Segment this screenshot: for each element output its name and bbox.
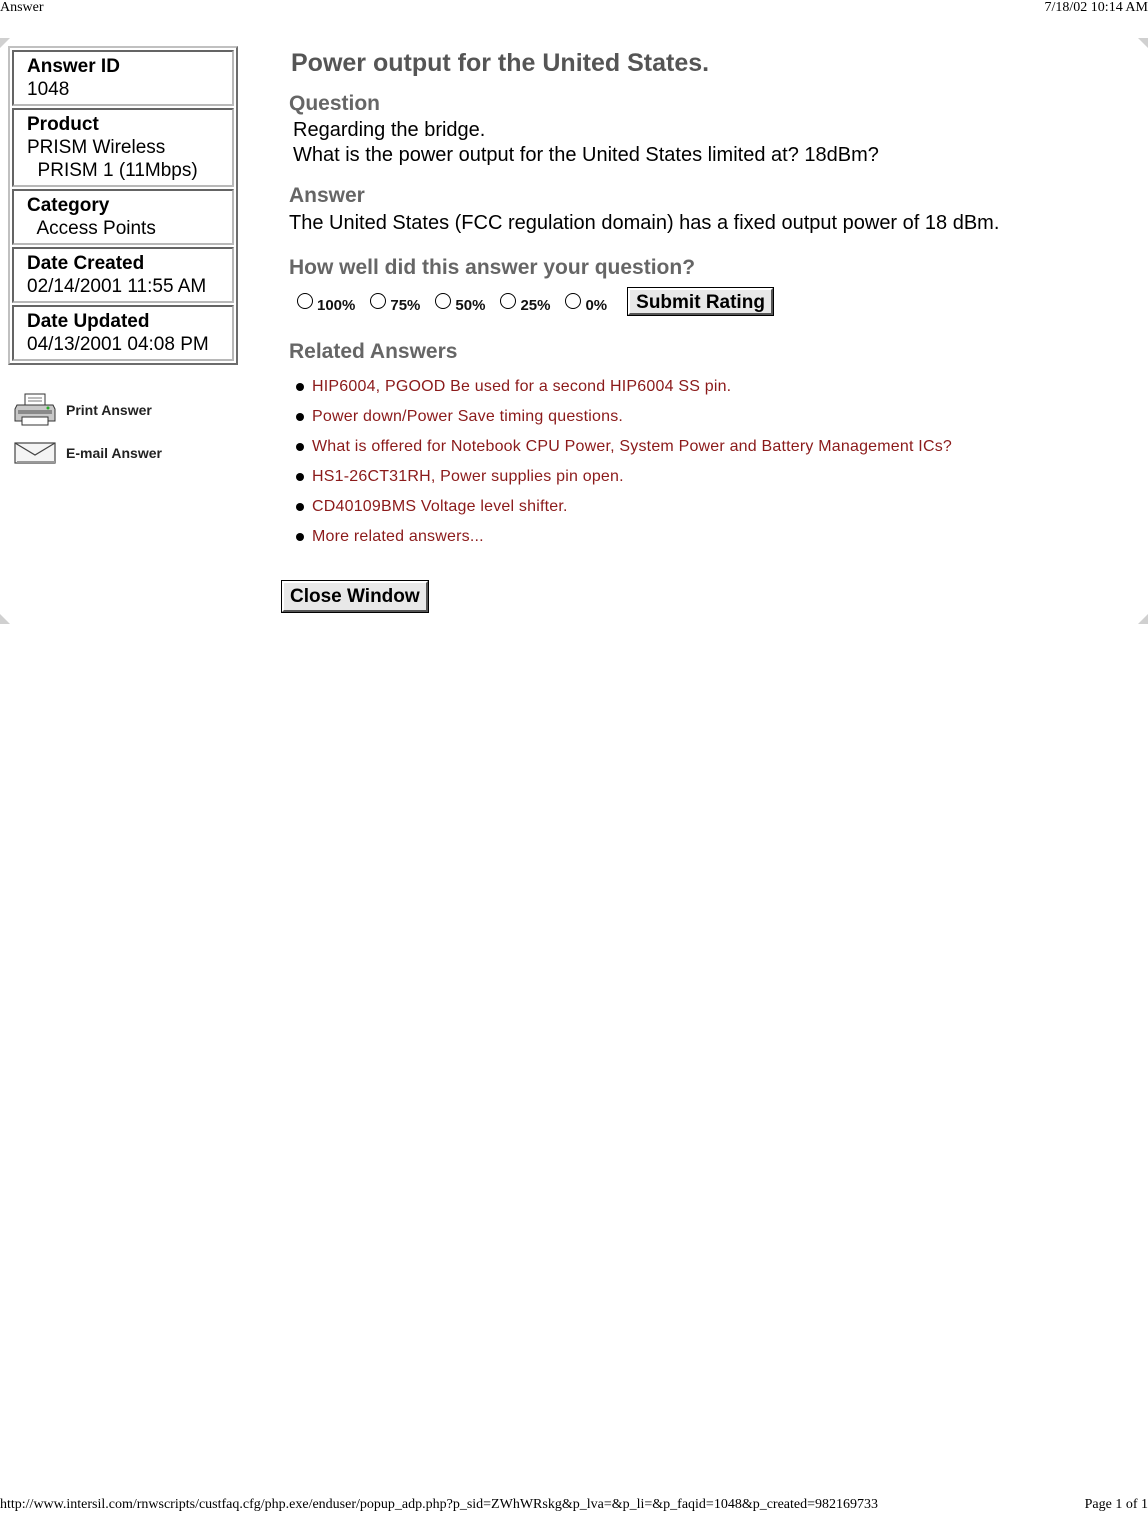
rating-option-100[interactable] xyxy=(289,293,356,314)
radio-75[interactable] xyxy=(370,293,386,309)
related-answer-link[interactable]: CD40109BMS Voltage level shifter. xyxy=(312,498,568,515)
info-value: Access Points xyxy=(27,218,156,239)
radio-25[interactable] xyxy=(500,293,516,309)
email-answer-label[interactable]: E-mail Answer xyxy=(66,445,162,461)
info-label: Date Updated xyxy=(27,311,150,332)
print-header-datetime: 7/18/02 10:14 AM xyxy=(1044,0,1148,15)
question-line-1: Regarding the bridge. xyxy=(293,119,486,141)
bullet-icon xyxy=(296,473,304,481)
print-footer-url: http://www.intersil.com/rnwscripts/custfaq.cfg/php.exe/enduser/popup_adp.php?p_sid=ZWhWRskg&p_lva=&p_li=&p_faqid=1048&p_created=982169733 xyxy=(0,1497,879,1512)
list-item xyxy=(289,402,1129,432)
related-answers-list xyxy=(289,372,1129,552)
info-value: 04/13/2001 04:08 PM xyxy=(27,334,209,355)
answer-text: The United States (FCC regulation domain) has a fixed output power of 18 dBm. xyxy=(289,212,1000,234)
close-window-button[interactable]: Close Window xyxy=(282,581,428,612)
list-item xyxy=(289,522,1129,552)
rating-option-label: 75% xyxy=(390,296,421,314)
page-corner-bottom-left xyxy=(0,614,10,624)
bullet-icon xyxy=(296,413,304,421)
print-footer xyxy=(0,1497,1148,1515)
rating-option-label: 50% xyxy=(455,296,486,314)
question-heading: Question xyxy=(289,92,381,115)
info-label: Answer ID xyxy=(27,56,120,77)
bullet-icon xyxy=(296,503,304,511)
related-answer-link[interactable]: HIP6004, PGOOD Be used for a second HIP6004 SS pin. xyxy=(312,378,732,395)
submit-rating-button[interactable]: Submit Rating xyxy=(628,288,773,315)
print-answer-link[interactable] xyxy=(14,395,152,425)
related-answers-heading: Related Answers xyxy=(289,340,458,363)
info-value: 02/14/2001 11:55 AM xyxy=(27,276,207,297)
page-title: Power output for the United States. xyxy=(291,49,710,77)
print-header xyxy=(0,0,1148,18)
radio-0[interactable] xyxy=(565,293,581,309)
answer-info-table xyxy=(8,46,238,365)
envelope-icon[interactable] xyxy=(14,442,56,464)
rating-option-0[interactable] xyxy=(557,293,608,314)
info-label: Date Created xyxy=(27,253,145,274)
page-corner-bottom-right xyxy=(1138,614,1148,624)
email-answer-link[interactable] xyxy=(14,438,162,468)
product-cell xyxy=(12,108,234,187)
more-related-answers-link[interactable]: More related answers... xyxy=(312,528,484,545)
rating-option-label: 25% xyxy=(520,296,551,314)
printer-icon[interactable] xyxy=(14,393,56,427)
info-label: Product xyxy=(27,114,99,135)
date-updated-cell xyxy=(12,305,234,361)
rating-heading: How well did this answer your question? xyxy=(289,256,696,279)
list-item xyxy=(289,462,1129,492)
radio-100[interactable] xyxy=(297,293,313,309)
info-label: Category xyxy=(27,195,110,216)
list-item xyxy=(289,432,1129,462)
rating-option-25[interactable] xyxy=(492,293,551,314)
answer-content xyxy=(289,46,1129,552)
info-value: 1048 xyxy=(27,79,70,100)
bullet-icon xyxy=(296,383,304,391)
question-line-2: What is the power output for the United States limited at? 18dBm? xyxy=(293,144,879,166)
print-answer-label[interactable]: Print Answer xyxy=(66,402,152,418)
rating-form xyxy=(289,284,1129,318)
list-item xyxy=(289,372,1129,402)
related-answer-link[interactable]: Power down/Power Save timing questions. xyxy=(312,408,624,425)
rating-option-label: 0% xyxy=(585,296,608,314)
bullet-icon xyxy=(296,533,304,541)
list-item xyxy=(289,492,1129,522)
print-footer-page: Page 1 of 1 xyxy=(1084,1497,1148,1512)
category-cell xyxy=(12,189,234,245)
date-created-cell xyxy=(12,247,234,303)
page-corner-top-right xyxy=(1138,38,1148,48)
bullet-icon xyxy=(296,443,304,451)
answer-heading: Answer xyxy=(289,184,365,207)
rating-option-label: 100% xyxy=(317,296,356,314)
answer-id-cell xyxy=(12,50,234,106)
rating-option-75[interactable] xyxy=(362,293,421,314)
radio-50[interactable] xyxy=(435,293,451,309)
related-answer-link[interactable]: HS1-26CT31RH, Power supplies pin open. xyxy=(312,468,624,485)
print-header-title: Answer xyxy=(0,0,44,15)
info-value: PRISM Wireless PRISM 1 (11Mbps) xyxy=(27,137,198,181)
rating-option-50[interactable] xyxy=(427,293,486,314)
related-answer-link[interactable]: What is offered for Notebook CPU Power, System Power and Battery Management ICs? xyxy=(312,438,952,455)
